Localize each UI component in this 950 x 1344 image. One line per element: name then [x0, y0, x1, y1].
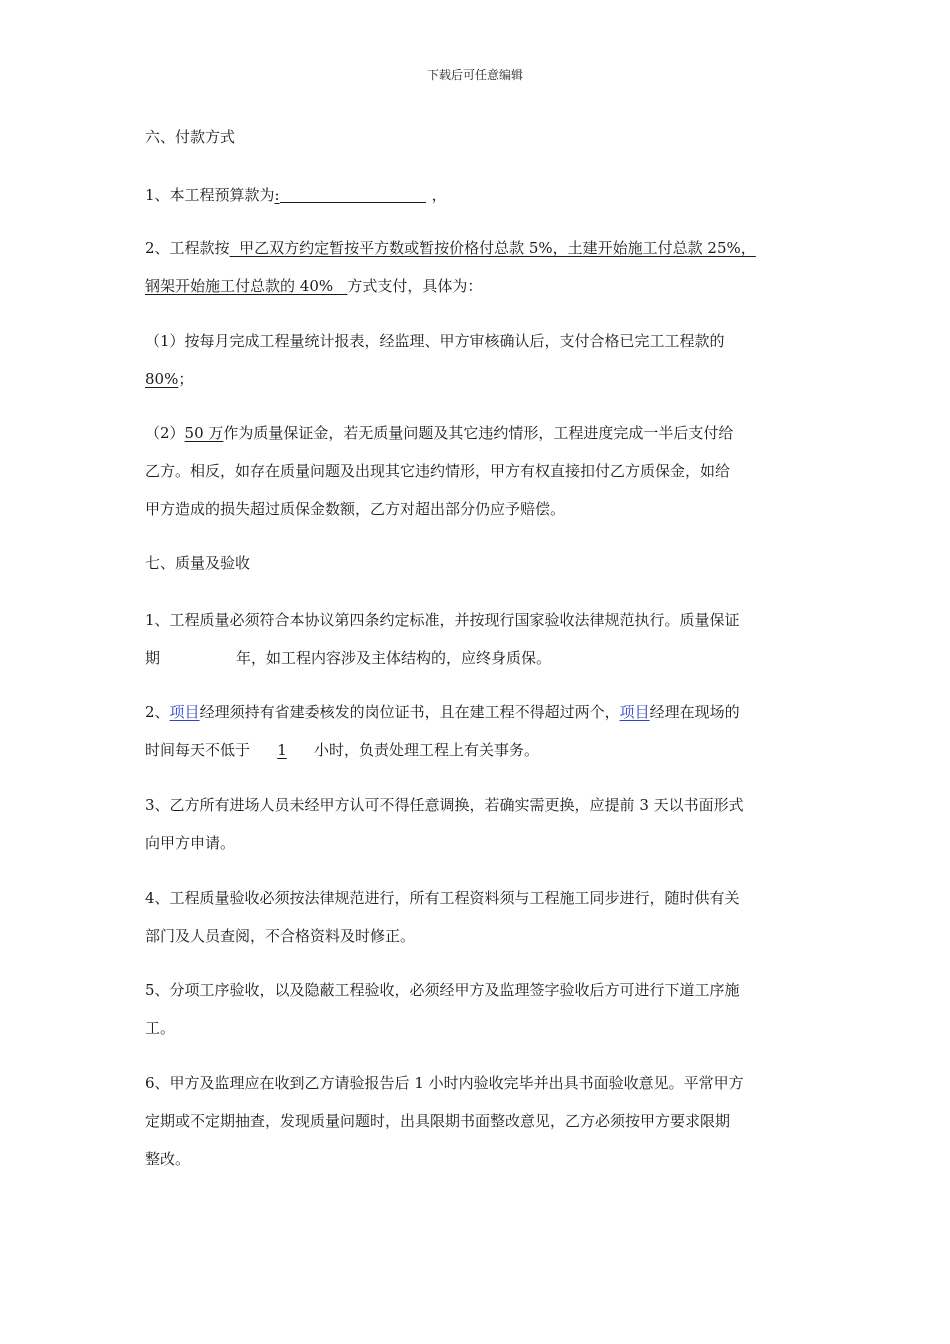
quality-standard-line-1: 1、工程质量必须符合本协议第四条约定标准，并按现行国家验收法律规范执行。质量保证: [145, 611, 740, 629]
acceptance-rules-line-2: 部门及人员查阅，不合格资料及时修正。: [145, 927, 416, 945]
inspection-line-1: 6、甲方及监理应在收到乙方请验报告后 1 小时内验收完毕并出具书面验收意见。平常甲方: [145, 1074, 744, 1092]
manager-cert-mid: 经理须持有省建委核发的岗位证书，且在建工程不得超过两个，: [199, 703, 620, 721]
warranty-deposit-prefix: （2）: [145, 424, 185, 442]
personnel-line-2: 向甲方申请。: [145, 834, 236, 852]
manager-cert-prefix: 2、: [145, 703, 170, 721]
warranty-deposit-text-1: 作为质量保证金，若无质量问题及其它违约情形，工程进度完成一半后支付给: [223, 424, 734, 442]
personnel-line-1: 3、乙方所有进场人员未经甲方认可不得任意调换，若确实需更换，应提前 3 天以书面形式: [145, 796, 744, 814]
payment-method-tail: 方式支付，具体为：: [347, 277, 483, 295]
payment-method-underlined-2: 钢架开始施工付总款的 40%: [145, 277, 348, 295]
payment-method-line-2: [145, 267, 482, 305]
manager-cert-line-2: [145, 731, 539, 769]
manager-cert-tail: 经理在现场的: [649, 703, 740, 721]
budget-colon: :: [274, 186, 280, 204]
inspection-line-2: 定期或不定期抽查，发现质量问题时，出具限期书面整改意见，乙方必须按甲方要求限期: [145, 1112, 731, 1130]
page-header-note: 下载后可任意编辑: [426, 68, 523, 82]
section-6-title: 六、付款方式: [145, 128, 236, 146]
acceptance-rules-line-1: 4、工程质量验收必须按法律规范进行，所有工程资料须与工程施工同步进行，随时供有关: [145, 889, 740, 907]
payment-method-label: 2、工程款按: [145, 239, 230, 257]
warranty-period-label: 期: [145, 649, 161, 667]
budget-label: 1、本工程预算款为: [145, 186, 275, 204]
subitem-acceptance-line-1: 5、分项工序验收，以及隐蔽工程验收，必须经甲方及监理签字验收后方可进行下道工序施: [145, 981, 740, 999]
budget-line: [145, 176, 447, 214]
project-link-1[interactable]: 项目: [169, 703, 200, 721]
inspection-line-3: 整改。: [145, 1150, 191, 1168]
monthly-payment-line-1: （1）按每月完成工程量统计报表，经监理、甲方审核确认后，支付合格已完工工程款的: [145, 332, 725, 350]
project-link-2[interactable]: 项目: [619, 703, 650, 721]
monthly-payment-percent: 80%: [145, 370, 179, 388]
warranty-deposit-amount: 50 万: [184, 424, 224, 442]
section-7-title: 七、质量及验收: [145, 554, 251, 572]
warranty-period-text: 年，如工程内容涉及主体结构的，应终身质保。: [236, 649, 552, 667]
payment-method-underlined-1: 甲乙双方约定暂按平方数或暂按价格付总款 5%，土建开始施工付总款 25%，: [229, 239, 756, 257]
payment-method-line-1: [145, 229, 756, 267]
budget-comma: ，: [431, 186, 447, 204]
manager-hours-value: 1: [277, 741, 287, 759]
quality-standard-line-2: [145, 639, 551, 677]
subitem-acceptance-line-2: 工。: [145, 1019, 176, 1037]
budget-blank[interactable]: [280, 184, 426, 203]
warranty-deposit-line-3: 甲方造成的损失超过质保金数额，乙方对超出部分仍应予赔偿。: [145, 500, 566, 518]
monthly-payment-tail: ；: [178, 370, 194, 388]
warranty-deposit-line-2: 乙方。相反，如存在质量问题及出现其它违约情形，甲方有权直接扣付乙方质保金，如给: [145, 462, 731, 480]
manager-hours-text: 小时，负责处理工程上有关事务。: [314, 741, 540, 759]
warranty-deposit-line-1: [145, 414, 733, 452]
manager-cert-line-1: [145, 693, 740, 731]
monthly-payment-line-2: [145, 360, 193, 398]
manager-hours-label: 时间每天不低于: [145, 741, 251, 759]
